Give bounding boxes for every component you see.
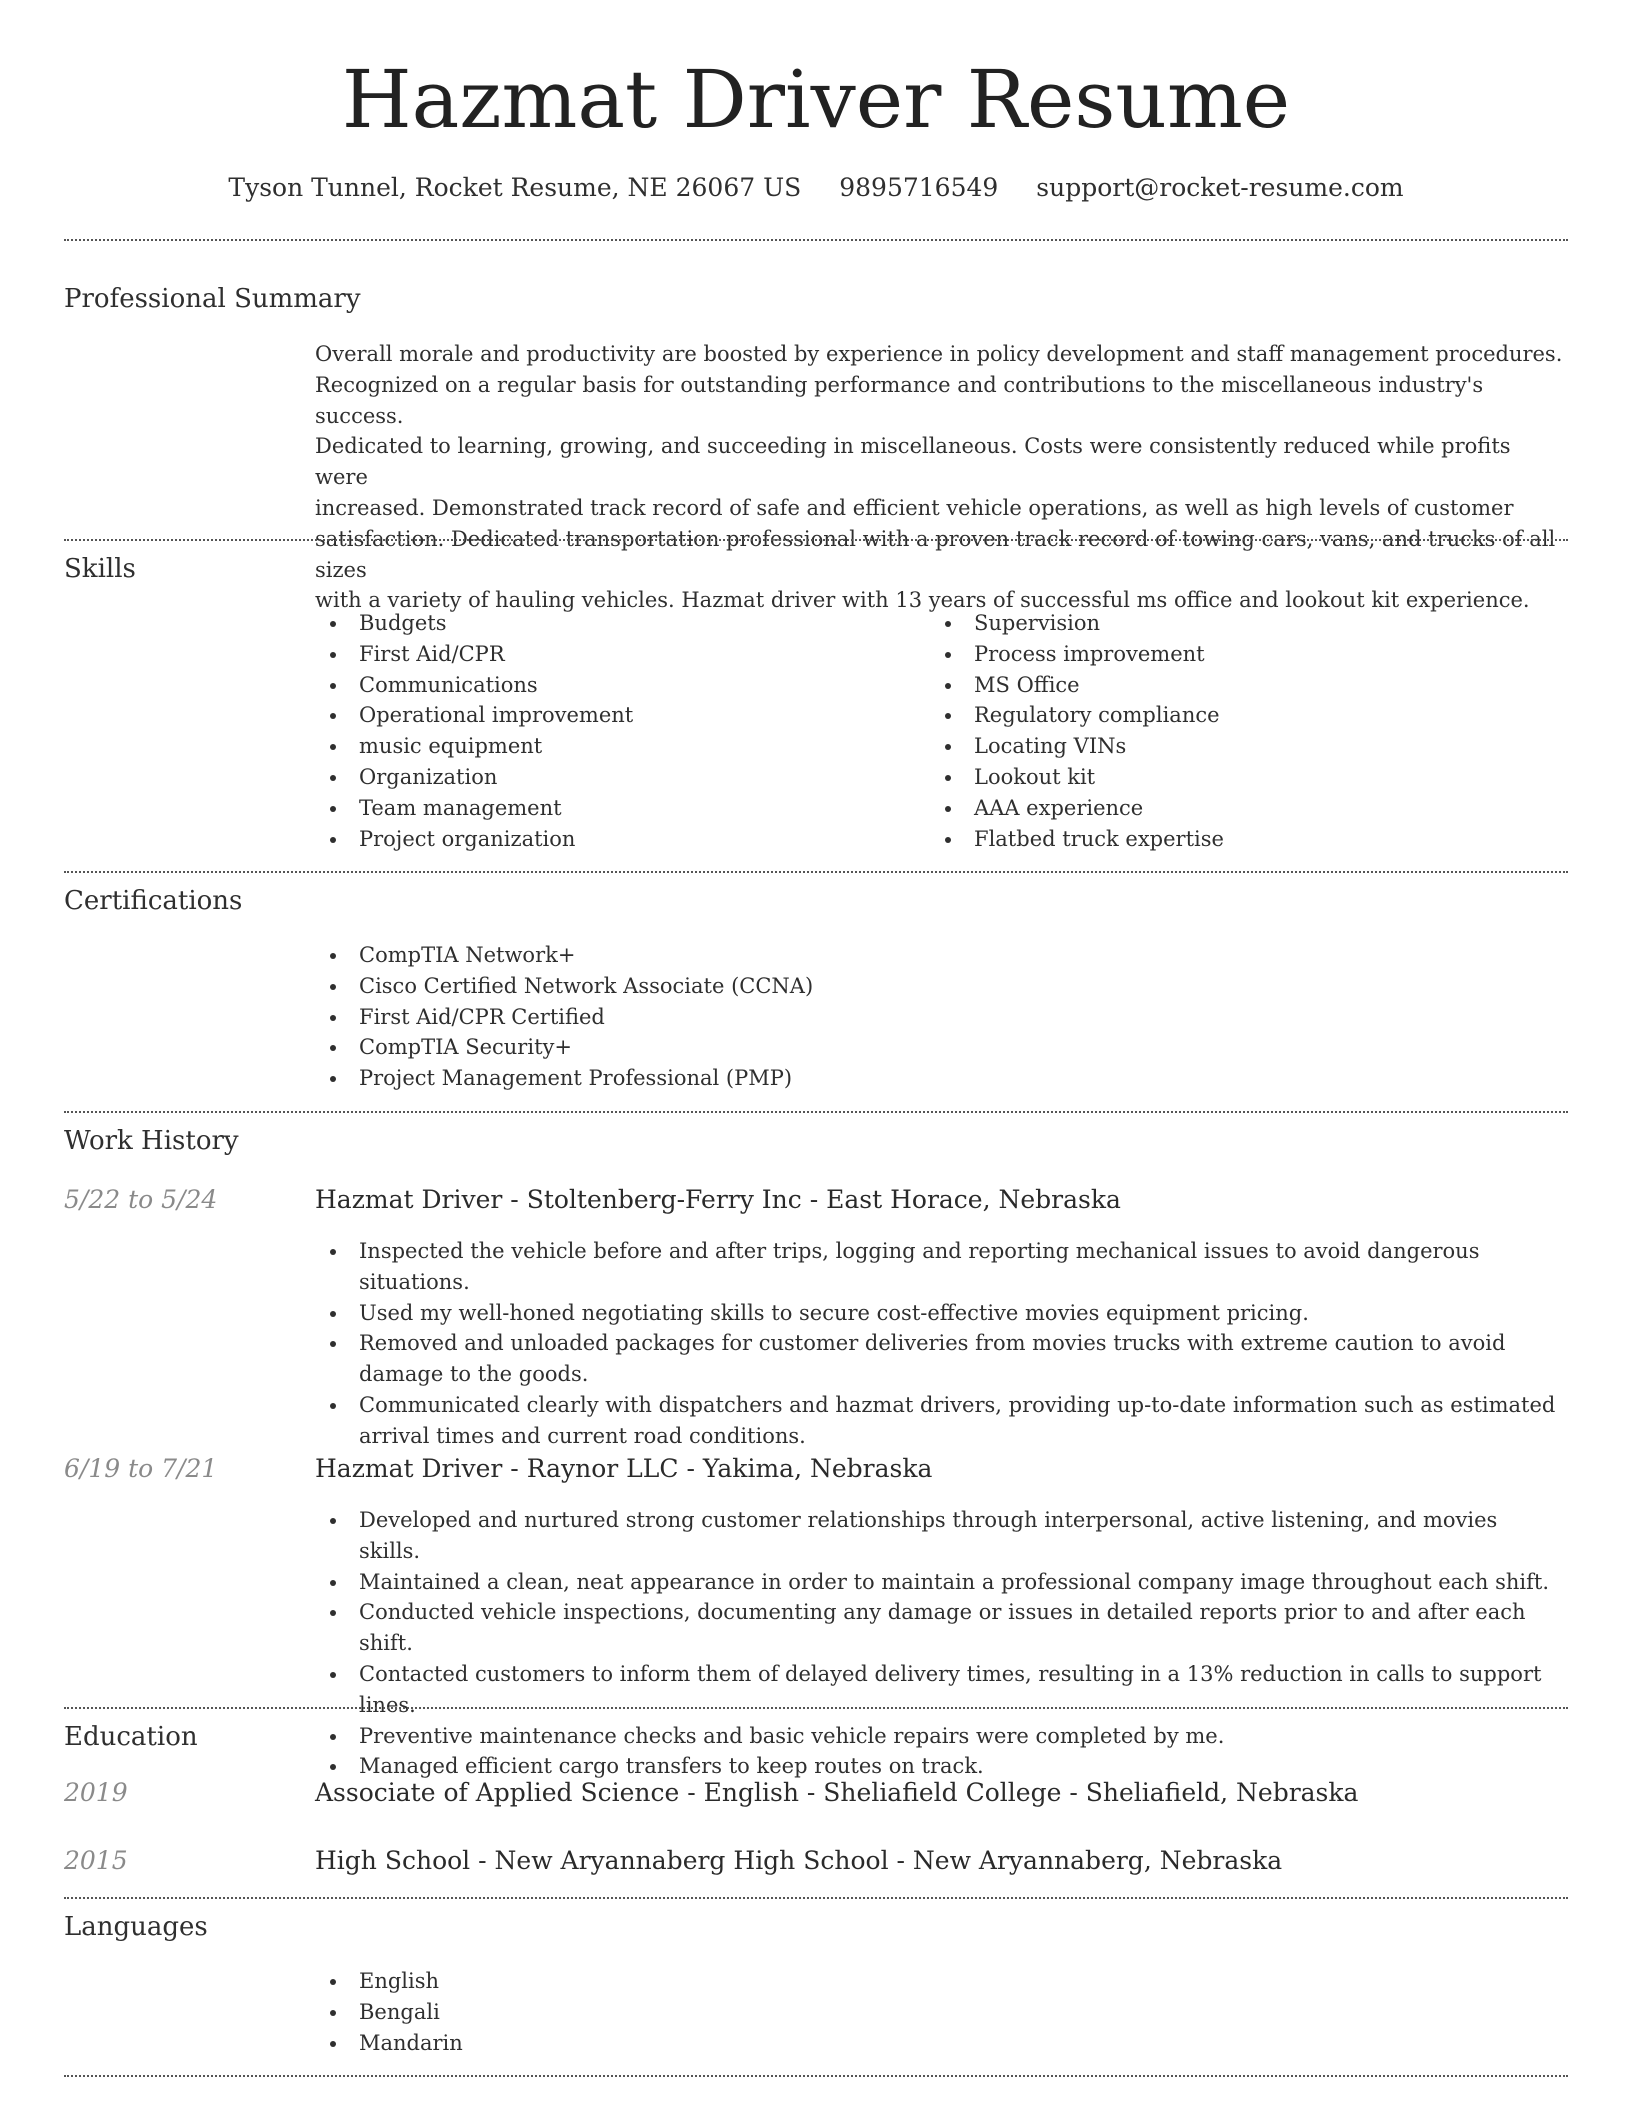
skill-item: AAA experience [930,793,1530,824]
section-divider [64,239,1568,241]
language-item: Mandarin [315,2028,915,2059]
job-title: Hazmat Driver [315,1185,503,1214]
separator: - [678,1454,703,1483]
job-dates: 5/22 to 5/24 [64,1185,218,1214]
contact-email: support@rocket-resume.com [1036,173,1404,202]
job-bullets [315,1236,1565,1452]
skill-item: First Aid/CPR [315,639,875,670]
section-divider [64,871,1568,873]
contact-address: Tyson Tunnel, Rocket Resume, NE 26067 US [228,173,802,202]
section-divider [64,1897,1568,1899]
section-divider [64,1707,1568,1709]
job-bullet: Removed and unloaded packages for customer deliveries from movies trucks with extreme caution to avoid damage to the goods. [315,1328,1565,1390]
summary-heading: Professional Summary [64,284,361,314]
skill-item: MS Office [930,670,1530,701]
contact-line [0,170,1632,206]
job-location: East Horace, Nebraska [826,1185,1121,1214]
summary-text [315,339,1565,616]
languages-list [315,1966,915,2058]
summary-line: satisfaction. Dedicated transportation professional with a proven track record of towing cars, vans, and trucks of all sizes [315,526,1556,582]
skill-item: Supervision [930,608,1530,639]
certification-item: First Aid/CPR Certified [315,1002,1515,1033]
job-dates: 6/19 to 7/21 [64,1454,218,1483]
education-field: English [703,1778,799,1807]
skill-item: Locating VINs [930,731,1530,762]
certification-item: CompTIA Network+ [315,940,1515,971]
job-bullet: Developed and nurtured strong customer relationships through interpersonal, active listening, and movies skills. [315,1505,1565,1567]
job-bullet: Conducted vehicle inspections, documenting any damage or issues in detailed reports prior to and after each shift. [315,1597,1565,1659]
summary-line: Dedicated to learning, growing, and succeeding in miscellaneous. Costs were consistently reduced while profits were [315,434,1511,490]
separator: - [1061,1778,1086,1807]
languages-heading: Languages [64,1912,208,1942]
job-bullet: Preventive maintenance checks and basic vehicle repairs were completed by me. [315,1721,1565,1752]
skill-item: Flatbed truck expertise [930,824,1530,855]
job-company: Stoltenberg-Ferry Inc [526,1185,802,1214]
section-divider [64,2075,1568,2077]
education-school: New Aryannaberg High School [494,1846,889,1875]
job-bullet: Managed efficient cargo transfers to keep routes on track. [315,1751,1565,1782]
summary-line: increased. Demonstrated track record of safe and efficient vehicle operations, as well as high levels of customer [315,495,1514,520]
summary-line: with a variety of hauling vehicles. Hazmat driver with 13 years of successful ms office and lookout kit experience. [315,588,1530,613]
education-location: Sheliafield, Nebraska [1085,1778,1359,1807]
summary-line: Recognized on a regular basis for outstanding performance and contributions to the miscellaneous industry's success. [315,372,1484,428]
work-history-heading: Work History [64,1126,239,1156]
certifications-heading: Certifications [64,886,243,916]
separator: - [679,1778,704,1807]
certifications-list [315,940,1515,1094]
job-location: Yakima, Nebraska [702,1454,933,1483]
skill-item: Team management [315,793,875,824]
education-school: Sheliafield College [823,1778,1062,1807]
job-bullet: Used my well-honed negotiating skills to secure cost-effective movies equipment pricing. [315,1298,1565,1329]
skills-list-right [930,608,1530,854]
section-divider [64,1111,1568,1113]
resume-title: Hazmat Driver Resume [341,53,1291,146]
skill-item: Regulatory compliance [930,700,1530,731]
language-item: English [315,1966,915,1997]
job-bullet: Maintained a clean, neat appearance in order to maintain a professional company image throughout each shift. [315,1567,1565,1598]
skills-list-left [315,608,875,854]
skill-item: music equipment [315,731,875,762]
education-degree: High School [315,1846,471,1875]
section-divider [64,539,1568,541]
skill-item: Project organization [315,824,875,855]
skill-item: Budgets [315,608,875,639]
education-degree: Associate of Applied Science [315,1778,680,1807]
job-bullet: Inspected the vehicle before and after trips, logging and reporting mechanical issues to avoid dangerous situations. [315,1236,1565,1298]
separator: - [470,1846,495,1875]
skill-item: Process improvement [930,639,1530,670]
separator: - [888,1846,913,1875]
job-title: Hazmat Driver [315,1454,503,1483]
skills-heading: Skills [64,554,136,584]
job-bullet: Contacted customers to inform them of delayed delivery times, resulting in a 13% reduction in calls to support lines. [315,1659,1565,1721]
education-entry [315,1843,1282,1879]
certification-item: Cisco Certified Network Associate (CCNA) [315,971,1515,1002]
job-company: Raynor LLC [526,1454,679,1483]
job-bullet: Communicated clearly with dispatchers and hazmat drivers, providing up-to-date information such as estimated arrival times and current road conditions. [315,1390,1565,1452]
certification-item: Project Management Professional (PMP) [315,1063,1515,1094]
education-entry [315,1775,1358,1811]
language-item: Bengali [315,1997,915,2028]
separator: - [801,1185,827,1214]
contact-phone: 9895716549 [839,173,999,202]
education-year: 2019 [64,1778,128,1807]
job-header [315,1451,932,1487]
skill-item: Lookout kit [930,762,1530,793]
skill-item: Organization [315,762,875,793]
skill-item: Communications [315,670,875,701]
education-location: New Aryannaberg, Nebraska [912,1846,1283,1875]
separator: - [502,1454,527,1483]
summary-line: Overall morale and productivity are boosted by experience in policy development and staff management procedures. [315,342,1563,366]
education-heading: Education [64,1722,198,1752]
skill-item: Operational improvement [315,700,875,731]
certification-item: CompTIA Security+ [315,1032,1515,1063]
job-bullets [315,1505,1565,1782]
education-year: 2015 [64,1846,128,1875]
separator: - [798,1778,824,1807]
separator: - [502,1185,527,1214]
job-header [315,1182,1121,1218]
